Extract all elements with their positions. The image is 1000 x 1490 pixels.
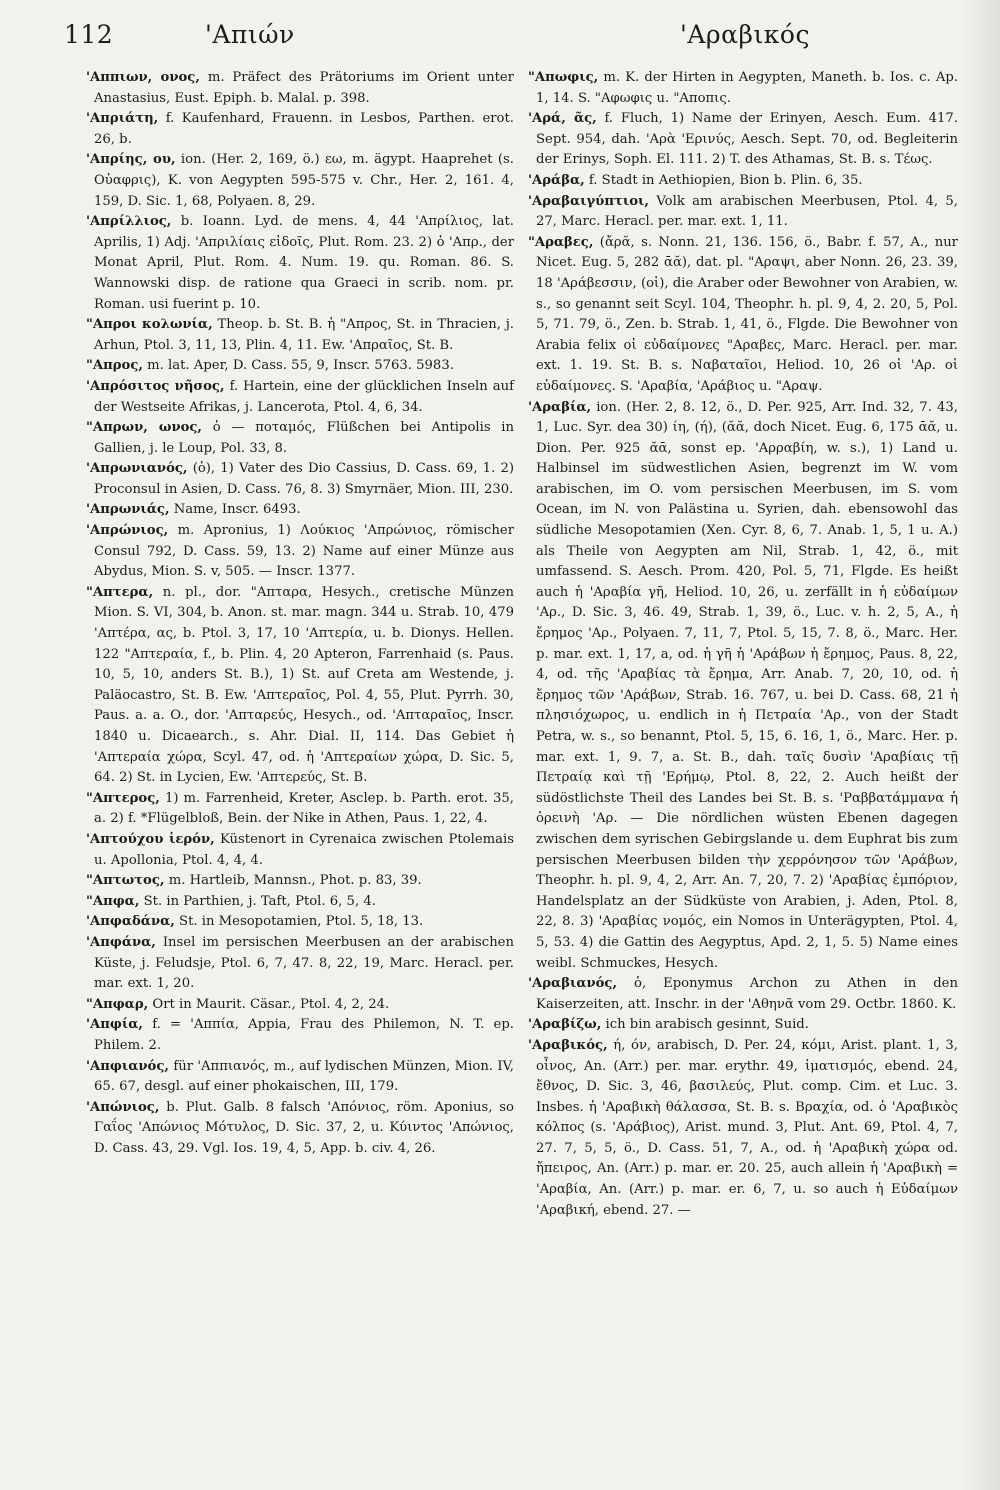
entry-lemma: 'Aράβα,: [528, 172, 585, 188]
right-running-head: 'Aραβικός: [680, 20, 810, 49]
entry-text: b. Ioann. Lyd. de mens. 4, 44 'Aπρίλιος, lat. Aprilis, 1) Adj. 'Aπριλίαις εἰδοῖς, Plut. Rom. 23. 2) ὁ 'Aπρ., der Monat April, Plut. Rom. 4. Num. 19. qu. Roman. 86. S. Wannowski disp. de ratione qua Graeci in scrib. nom. pr. Roman. usi fuerint p. 10.: [94, 214, 514, 312]
entry-lemma: 'Aπφάνα,: [86, 934, 156, 950]
entry-lemma: "Aπτερα,: [86, 584, 154, 600]
entry-text: f. Fluch, 1) Name der Erinyen, Aesch. Eum. 417. Sept. 954, dah. 'Aρὰ 'Eρινύς, Aesch. Sept. 70, od. Begleiterin der Erinys, Soph. El. 111. 2) T. des Athamas, St. B. s. Tέως.: [536, 111, 958, 168]
entry-lemma: "Aπφαρ,: [86, 996, 149, 1012]
entry-lemma: "Aπφα,: [86, 893, 140, 909]
entry-lemma: "Aπτερος,: [86, 790, 160, 806]
page-number: 112: [64, 20, 114, 49]
dictionary-entry: [86, 315, 514, 356]
entry-lemma: 'Aπρωνιανός,: [86, 461, 188, 477]
entry-lemma: 'Aραβιανός,: [528, 976, 618, 992]
dictionary-entry: [86, 109, 514, 150]
entry-lemma: "Aπωφις,: [528, 70, 599, 85]
entry-text: ὁ, Eponymus Archon zu Athen in den Kaiserzeiten, att. Inschr. in der 'Aθηνᾶ vom 29. Octbr. 1860. K.: [536, 976, 958, 1012]
right-column: [528, 68, 958, 1221]
dictionary-entry: [86, 1057, 514, 1098]
entry-text: b. Plut. Galb. 8 falsch 'Aπόνιος, röm. Aponius, so Γαΐος 'Aπώνιος Μότυλος, D. Sic. 37, 2, u. Κύιντος 'Aπώνιος, D. Cass. 43, 29. Vgl. Ios. 19, 4, 5, App. b. civ. 4, 26.: [94, 1099, 514, 1156]
dictionary-entry: [528, 1036, 958, 1221]
dictionary-entry: [528, 171, 958, 192]
entry-text: m. Hartleib, Mannsn., Phot. p. 83, 39.: [168, 873, 422, 889]
dictionary-entry: [528, 398, 958, 975]
entry-text: St. in Mesopotamien, Ptol. 5, 18, 13.: [179, 914, 424, 930]
entry-lemma: 'Aπφία,: [86, 1017, 143, 1033]
dictionary-entry: [528, 109, 958, 171]
dictionary-entry: [86, 500, 514, 521]
dictionary-entry: [86, 892, 514, 913]
entry-text: Insel im persischen Meerbusen an der arabischen Küste, j. Feludsje, Ptol. 6, 7, 47. 8, 22, 19, Marc. Heracl. per. mar. ext. 1, 20.: [94, 934, 514, 992]
entry-lemma: 'Aρά, ᾶς,: [528, 111, 597, 127]
dictionary-entry: [86, 212, 514, 315]
entry-text: 1) m. Farrenheid, Kreter, Asclep. b. Parth. erot. 35, a. 2) f. *Flügelbloß, Bein. der Nike in Athen, Paus. 1, 22, 4.: [94, 790, 514, 827]
dictionary-entry: [86, 150, 514, 212]
dictionary-entry: [86, 1015, 514, 1056]
entry-text: Theop. b. St. B. ἡ "Aπρος, St. in Thracien, j. Arhun, Ptol. 3, 11, 13, Plin. 4, 11. Ew. 'Aπραῖος, St. B.: [94, 317, 514, 353]
entry-lemma: 'Aπτούχου ἱερόν,: [86, 831, 215, 847]
entry-text: für 'Aππιανός, m., auf lydischen Münzen, Mion. IV, 65. 67, desgl. auf einer phokaischen, III, 179.: [94, 1058, 514, 1095]
dictionary-entry: [86, 830, 514, 871]
dictionary-entry: [528, 1015, 958, 1036]
dictionary-entry: [86, 356, 514, 377]
entry-text: Name, Inscr. 6493.: [173, 502, 301, 518]
entry-lemma: "Aραβες,: [528, 234, 594, 250]
entry-text: St. in Parthien, j. Taft, Ptol. 6, 5, 4.: [143, 893, 376, 909]
entry-lemma: "Aπρων, ωνος,: [86, 420, 203, 436]
entry-lemma: 'Aραβαιγύπτιοι,: [528, 193, 650, 209]
entry-lemma: 'Aραβίζω,: [528, 1017, 602, 1033]
entry-text: f. Hartein, eine der glücklichen Inseln auf der Westseite Afrikas, j. Lancerota, Ptol. 4, 6, 34.: [94, 378, 514, 415]
entry-lemma: 'Aπριάτη,: [86, 111, 159, 127]
entry-lemma: 'Aπρίης, ου,: [86, 152, 176, 168]
dictionary-entry: [86, 933, 514, 995]
entry-lemma: 'Aπφαδάνα,: [86, 914, 175, 930]
entry-text: f. = 'Aππία, Appia, Frau des Philemon, N. T. ep. Philem. 2.: [94, 1017, 514, 1053]
entry-text: m. Präfect des Prätoriums im Orient unter Anastasius, Eust. Epiph. b. Malal. p. 398.: [94, 70, 514, 106]
entry-text: f. Stadt in Aethiopien, Bion b. Plin. 6, 35.: [588, 172, 863, 188]
entry-lemma: 'Aραβία,: [528, 399, 592, 415]
left-running-head: 'Aπιών: [205, 20, 295, 49]
dictionary-entry: [86, 871, 514, 892]
entry-lemma: "Aπροι κολωνία,: [86, 317, 213, 333]
entry-text: f. Kaufenhard, Frauenn. in Lesbos, Parthen. erot. 26, b.: [94, 111, 514, 147]
entry-lemma: 'Aπρωνιάς,: [86, 502, 170, 518]
left-column: [86, 68, 514, 1159]
dictionary-entry: [86, 789, 514, 830]
dictionary-entry: [86, 995, 514, 1016]
dictionary-entry: [86, 459, 514, 500]
entry-lemma: "Aπτωτος,: [86, 873, 165, 889]
page-edge-shadow: [962, 0, 1000, 1490]
entry-text: (ἄρᾰ, s. Nonn. 21, 136. 156, ö., Babr. f. 57, A., nur Nicet. Eug. 5, 282 ᾱᾰ), dat. pl. "Aραψι, aber Nonn. 26, 23. 39, 18 'Aράβεσσιν, (οἱ), die Araber oder Bewohner von Arabien, w. s., so genannt seit Scyl. 104, Theophr. h. pl. 9, 4, 2. 20, 5, Pol. 5, 71. 79, ö., Zen. b. Strab. 1, 41, ö., Flgde. Die Bewohner von Arabia felix οἱ εὐδαίμονες "Aραβες, Marc. Heracl. per. mar. ext. 1. 19. St. B. s. Ναβαταῖοι, Heliod. 10, 26 οἱ 'Aρ. οἱ εὐδαίμονες. S. 'Aραβία, 'Aράβιος u. "Aραψ.: [536, 234, 958, 394]
entry-text: Volk am arabischen Meerbusen, Ptol. 4, 5, 27, Marc. Heracl. per. mar. ext. 1, 11.: [536, 193, 958, 230]
entry-text: ion. (Her. 2, 169, ö.) εω, m. ägypt. Haaprehet (s. Oὐαφρις), K. von Aegypten 595-575 v. Chr., Her. 2, 161. 4, 159, D. Sic. 1, 68, Polyaen. 8, 29.: [94, 152, 514, 209]
entry-lemma: 'Aπρίλλιος,: [86, 214, 172, 230]
entry-text: m. lat. Aper, D. Cass. 55, 9, Inscr. 5763. 5983.: [147, 358, 454, 374]
entry-text: m. K. der Hirten in Aegypten, Maneth. b. Ios. c. Ap. 1, 14. S. "Aφωφις u. "Aποπις.: [536, 70, 958, 106]
entry-lemma: 'Aπρώνιος,: [86, 523, 169, 539]
entry-text: ὁ — ποταμός, Flüßchen bei Antipolis in Gallien, j. le Loup, Pol. 33, 8.: [94, 420, 514, 456]
entry-text: ion. (Her. 2, 8. 12, ö., D. Per. 925, Arr. Ind. 32, 7. 43, 1, Luc. Syr. dea 30) ίη, (ή), (ᾰᾰ, doch Nicet. Eug. 6, 175 ᾱᾰ, u. Dion. Per. 925 ᾰᾱ, sonst ep. 'Aρραβίη, w. s.), 1) Land u. Halbinsel im südwestlichen Asien, begrenzt im W. vom arabischen, im O. vom persischen Meerbusen, im S. vom Ocean, im N. von Palästina u. Syrien, dah. ebensowohl das südliche Mesopotamien (Xen. Cyr. 8, 6, 7. Anab. 1, 5, 1 u. A.) als Theile von Aegypten am Nil, Strab. 1, 42, ö., mit umfassend. S. Aesch. Prom. 420, Pol. 5, 71, Flgde. Es heißt auch ἡ 'Aραβία γῆ, Heliod. 10, 26, u. zerfällt in ἡ εὐδαίμων 'Aρ., D. Sic. 3, 46. 49, Strab. 1, 39, ö., Luc. v. h. 2, 5, A., ἡ ἔρημος 'Aρ., Polyaen. 7, 11, 7, Ptol. 5, 15, 7. 8, ö., Marc. Her. p. mar. ext. 1, 17, a, od. ἡ γῆ ἡ 'Aράβων ἡ ἔρημος, Paus. 8, 22, 4, od. τῆς 'Aραβίας τὰ ἔρημα, Arr. Anab. 7, 20, 10, od. ἡ ἔρημος τῶν 'Aράβων, Strab. 16. 767, u. bei D. Cass. 68, 21 ἡ πλησιόχωρος, u. endlich in ἡ Πετραία 'Aρ., von der Stadt Petra, w. s., so benannt, Ptol. 5, 15, 6. 16, 1, ö., Marc. Her. p. mar. ext. 1, 9. 7, a. St. B., dah. ταῖς δυσὶν 'Aραβίαις τῇ Πετραίᾳ καὶ τῇ 'Eρήμῳ, Ptol. 8, 22, 2. Auch heißt der südöstlichste Theil des Landes bei St. B. s. 'Pαββατάμμανα ἡ ὀρεινὴ 'Aρ. — Die nördlichen wüsten Ebenen dagegen zwischen dem syrischen Gebirgslande u. dem Euphrat bis zum persischen Meerbusen bilden τὴν χερρόνησον τῶν 'Aράβων, Theophr. h. pl. 9, 4, 2, Arr. An. 7, 20, 7. 2) 'Aραβίας ἐμπόριον, Handelsplatz an der Südküste von Arabien, j. Aden, Ptol. 8, 22, 8. 3) 'Aραβίας νομός, ein Nomos in Unterägypten, Ptol. 4, 5, 53. 4) die Gattin des Aegyptus, Apd. 2, 1, 5. 5) Name eines weibl. Schmuckes, Hesych.: [536, 399, 958, 971]
dictionary-entry: [528, 192, 958, 233]
dictionary-entry: [86, 68, 514, 109]
dictionary-entry: [528, 974, 958, 1015]
entry-text: ή, όν, arabisch, D. Per. 24, κόμι, Arist. plant. 1, 3, οἶνος, An. (Arr.) per. mar. erythr. 49, ἱματισμός, ebend. 24, ἔθνος, D. Sic. 3, 46, βασιλεύς, Plut. comp. Cim. et Luc. 3. Insbes. ἡ 'Aραβικὴ θάλασσα, St. B. s. Bραχία, od. ὁ 'Aραβικὸς κόλπος (s. 'Aράβιος), Arist. mund. 3, Plut. Ant. 69, Ptol. 4, 7, 27. 7, 5, 5, ö., D. Cass. 51, 7, A., od. ἡ 'Aραβικὴ χώρα od. ἤπειρος, An. (Arr.) p. mar. er. 20. 25, auch allein ἡ 'Aραβικὴ = 'Aραβία, An. (Arr.) p. mar. er. 6, 7, u. so auch ἡ Eὐδαίμων 'Aραβική, ebend. 27. —: [536, 1037, 959, 1218]
dictionary-entry: [528, 68, 958, 109]
entry-lemma: 'Aραβικός,: [528, 1037, 608, 1053]
entry-text: (ὁ), 1) Vater des Dio Cassius, D. Cass. 69, 1. 2) Proconsul in Asien, D. Cass. 76, 8. 3) Smyrnäer, Mion. III, 230.: [94, 461, 514, 497]
entry-lemma: 'Aπώνιος,: [86, 1099, 160, 1115]
entry-text: ich bin arabisch gesinnt, Suid.: [605, 1017, 809, 1033]
dictionary-entry: [86, 1098, 514, 1160]
entry-lemma: 'Aπφιανός,: [86, 1058, 169, 1074]
dictionary-entry: [86, 377, 514, 418]
entry-lemma: 'Aππιων, ονος,: [86, 70, 200, 85]
entry-text: n. pl., dor. "Aπταρα, Hesych., cretische Münzen Mion. S. VI, 304, b. Anon. st. mar. magn. 344 u. Strab. 10, 479 'Aπτέρα, ας, b. Ptol. 3, 17, 10 'Aπτερία, u. b. Dionys. Hellen. 122 "Aπτεραία, f., b. Plin. 4, 20 Apteron, Farrenhaid (s. Paus. 10, 5, 10, anders St. B.), 1) St. auf Creta am Westende, j. Paläocastro, St. B. Ew. 'Aπτεραῖος, Pol. 4, 55, Plut. Pyrrh. 30, Paus. a. a. O., dor. 'Aπταρεύς, Hesych., od. 'Aπταραῖος, Inscr. 1840 u. Dicaearch., s. Ahr. Dial. II, 114. Das Gebiet ἡ 'Aπτεραία χώρα, Scyl. 47, od. ἡ 'Aπτεραίων χώρα, D. Sic. 5, 64. 2) St. in Lycien, Ew. 'Aπτερεύς, St. B.: [94, 584, 514, 786]
dictionary-entry: [86, 912, 514, 933]
entry-text: m. Apronius, 1) Λούκιος 'Aπρώνιος, römischer Consul 792, D. Cass. 59, 13. 2) Name auf einer Münze aus Abydus, Mion. S. v, 505. — Inscr. 1377.: [94, 523, 514, 580]
entry-text: Ort in Maurit. Cäsar., Ptol. 4, 2, 24.: [152, 996, 390, 1012]
dictionary-entry: [86, 521, 514, 583]
dictionary-entry: [86, 418, 514, 459]
entry-lemma: 'Aπρόσιτος νῆσος,: [86, 378, 225, 394]
dictionary-entry: [86, 583, 514, 789]
dictionary-entry: [528, 233, 958, 398]
entry-text: Küstenort in Cyrenaica zwischen Ptolemais u. Apollonia, Ptol. 4, 4, 4.: [94, 831, 514, 868]
entry-lemma: "Aπρος,: [86, 358, 143, 374]
